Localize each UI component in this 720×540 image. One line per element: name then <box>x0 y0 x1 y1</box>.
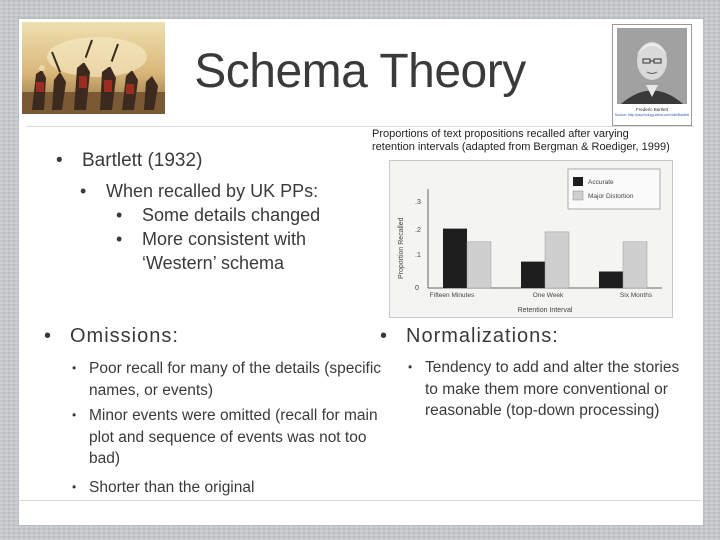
y-tick-label: .3 <box>415 199 421 206</box>
detail-text: Some details changed <box>142 205 321 225</box>
x-tick-label: Fifteen Minutes <box>429 292 475 299</box>
y-tick-label: 0 <box>415 285 419 292</box>
omission-text: Shorter than the original <box>89 479 255 496</box>
legend-label-accurate: Accurate <box>588 179 614 186</box>
panel-footer-strip <box>18 500 702 525</box>
y-tick-label: .2 <box>415 227 421 234</box>
x-axis-label: Retention Interval <box>517 307 573 314</box>
legend <box>568 169 660 209</box>
legend-swatch-distortion <box>573 191 583 200</box>
legend-swatch-accurate <box>573 177 583 186</box>
omissions-heading <box>44 325 179 348</box>
omission-item <box>72 358 392 401</box>
figure-caption: Proportions of text propositions recalled after varying retention intervals (adapted from Bergman & Roediger, 1999) <box>372 128 670 153</box>
chart-svg <box>390 161 672 317</box>
bullet-dot: • <box>72 480 77 494</box>
bar-accurate <box>521 262 545 288</box>
legend-label-distortion: Major Distortion <box>588 193 634 200</box>
normalization-item <box>408 357 693 422</box>
bars <box>443 229 647 288</box>
omission-text: Minor events were omitted (recall for main plot and sequence of events was not too bad) <box>89 407 378 467</box>
bartlett-label: Bartlett (1932) <box>82 150 203 171</box>
recall-bullet <box>80 179 318 203</box>
portrait-source: Source: http://psychology.wikia.com/wiki/Bartlett <box>614 113 690 117</box>
omission-text: Poor recall for many of the details (specific names, or events) <box>89 360 382 399</box>
normalizations-heading <box>380 325 559 348</box>
y-tick-label: .1 <box>415 252 421 259</box>
detail-bullet <box>116 203 320 227</box>
y-tick-labels <box>415 199 421 292</box>
bullet-dot: • <box>408 360 413 374</box>
x-tick-label: One Week <box>532 292 564 299</box>
bullet-dot: • <box>380 325 389 347</box>
legend-frame <box>568 169 660 209</box>
bullet-dot: • <box>116 229 123 249</box>
bullet-dot: • <box>72 361 77 375</box>
slide-title: Schema Theory <box>194 45 526 98</box>
x-tick-label: Six Months <box>619 292 653 299</box>
portrait-caption: Frederic Bartlett <box>635 107 668 112</box>
y-axis-label: Proportion Recalled <box>398 217 405 279</box>
x-tick-labels <box>430 292 653 299</box>
painting-image <box>22 22 165 114</box>
bartlett-bullet <box>56 149 202 173</box>
bullet-dot: • <box>80 181 87 201</box>
bar-major-distortion <box>623 242 647 288</box>
portrait-photo <box>612 24 692 126</box>
omission-item <box>72 477 392 499</box>
bar-accurate <box>443 229 467 288</box>
bar-major-distortion <box>545 232 569 288</box>
bullet-dot: • <box>72 408 77 422</box>
bullet-dot: • <box>116 205 123 225</box>
recall-text: When recalled by UK PPs: <box>106 181 319 201</box>
normalization-text: Tendency to add and alter the stories to make them more conventional or reasonable (top-down processing) <box>425 359 680 419</box>
schema-text: More consistent with ‘Western’ schema <box>142 229 307 273</box>
recall-chart <box>389 160 673 318</box>
normalizations-title: Normalizations: <box>406 325 559 347</box>
bullet-dot: • <box>44 325 53 347</box>
bullet-dot: • <box>56 150 63 171</box>
title-divider <box>26 126 694 127</box>
schema-bullet <box>116 227 346 275</box>
omission-item <box>72 405 392 470</box>
bar-accurate <box>599 272 623 289</box>
omissions-title: Omissions: <box>70 325 179 347</box>
bar-major-distortion <box>467 242 491 288</box>
